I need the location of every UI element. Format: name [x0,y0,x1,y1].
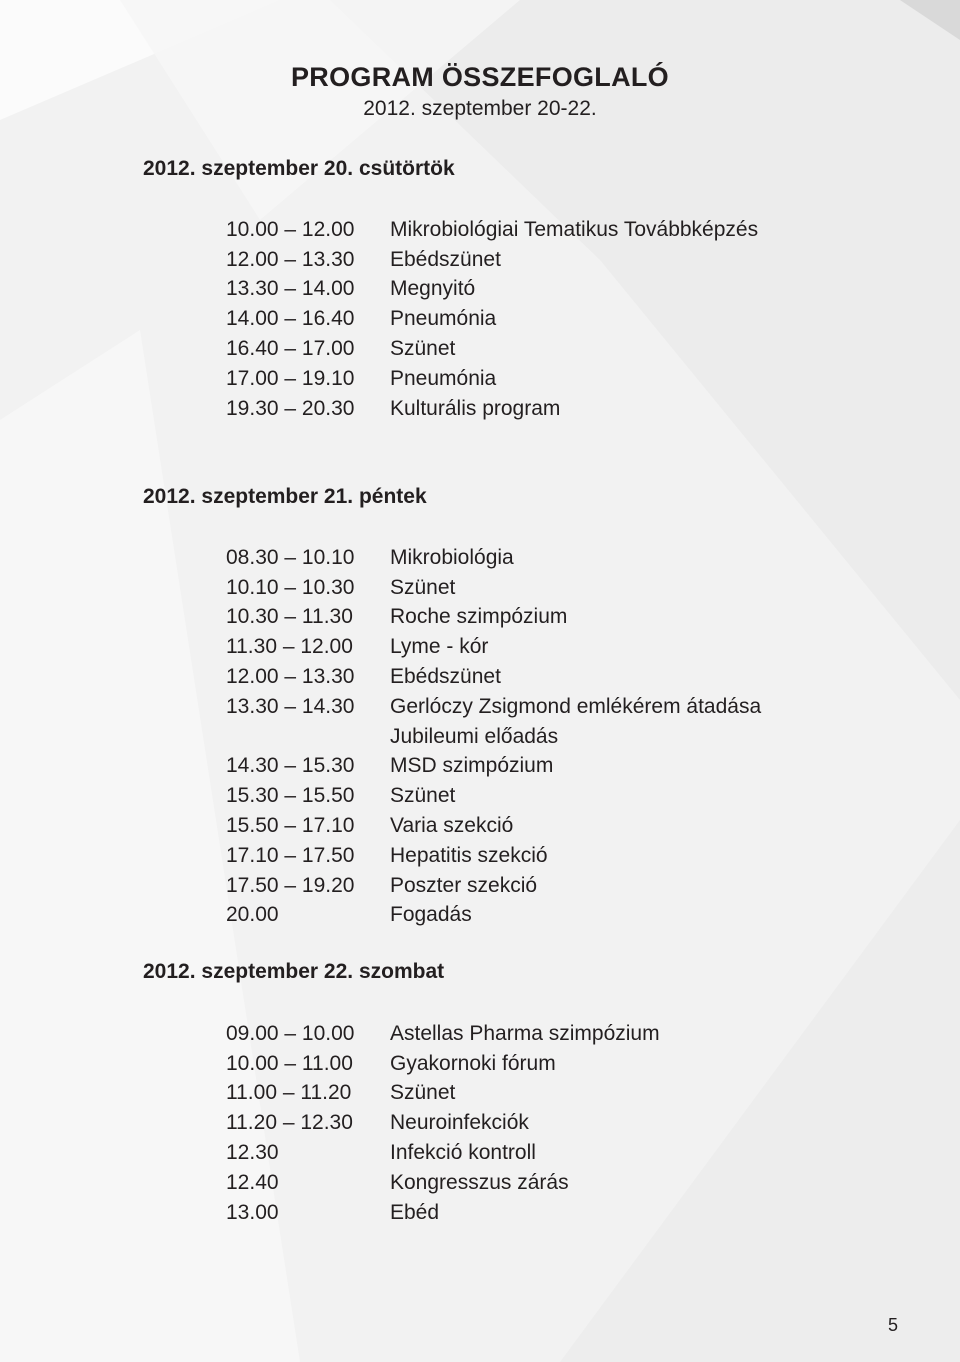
row-time: 10.00 – 11.00 [226,1051,353,1075]
row-time: 12.40 [226,1170,279,1194]
schedule-row [226,871,761,901]
row-time: 10.10 – 10.30 [226,575,355,599]
row-event: Roche szimpózium [390,605,568,629]
day-heading-1: 2012. szeptember 20. csütörtök [143,157,455,180]
row-time: 16.40 – 17.00 [226,337,355,361]
page-title: PROGRAM ÖSSZEFOGLALÓ [290,62,669,92]
row-event: Fogadás [390,903,472,927]
schedule-row [226,1168,660,1198]
row-time: 17.50 – 19.20 [226,873,355,897]
row-event: Mikrobiológiai Tematikus Továbbképzés [390,217,759,241]
schedule-row [226,1079,660,1109]
row-time: 12.00 – 13.30 [226,665,355,689]
row-event: Szünet [390,784,456,808]
schedule-row [226,901,761,931]
row-time: 15.50 – 17.10 [226,814,355,838]
day-heading-2: 2012. szeptember 21. péntek [143,485,427,508]
schedule-row [226,1108,660,1138]
row-event: Lyme - kór [390,635,489,659]
row-event: Kongresszus zárás [390,1170,569,1194]
row-time: 17.00 – 19.10 [226,366,355,390]
schedule-row [226,543,761,573]
schedule-row [226,722,761,752]
schedule-row [226,304,758,334]
row-event: Pneumónia [390,307,497,331]
schedule-row [226,752,761,782]
row-event: Jubileumi előadás [390,724,559,748]
row-time: 10.00 – 12.00 [226,217,355,241]
row-time: 15.30 – 15.50 [226,784,355,808]
row-event: Szünet [390,575,456,599]
row-time: 14.00 – 16.40 [226,307,355,331]
row-time: 11.30 – 12.00 [226,635,353,659]
row-time: 12.00 – 13.30 [226,247,355,271]
row-time: 11.20 – 12.30 [226,1111,353,1135]
row-event: Szünet [390,1081,456,1105]
row-event: Kulturális program [390,396,561,420]
row-time: 08.30 – 10.10 [226,545,355,569]
row-event: Hepatitis szekció [390,843,548,867]
row-event: Gerlóczy Zsigmond emlékérem átadása [390,694,762,718]
schedule-day-2 [226,543,761,930]
schedule-row [226,215,758,245]
row-event: MSD szimpózium [390,754,554,778]
row-event: Neuroinfekciók [390,1111,529,1135]
row-time: 09.00 – 10.00 [226,1021,355,1045]
schedule-row [226,603,761,633]
row-event: Mikrobiológia [390,545,514,569]
schedule-row [226,662,761,692]
schedule-row [226,573,761,603]
row-time: 17.10 – 17.50 [226,843,355,867]
row-event: Megnyitó [390,277,476,301]
schedule-row [226,1198,660,1228]
schedule-row [226,364,758,394]
row-time: 20.00 [226,903,279,927]
schedule-row [226,692,761,722]
schedule-row [226,1049,660,1079]
row-event: Varia szekció [390,814,514,838]
row-time: 10.30 – 11.30 [226,605,353,629]
schedule-row [226,394,758,424]
row-time: 12.30 [226,1141,279,1165]
schedule-day-3 [226,1019,660,1228]
page-number: 5 [887,1315,898,1335]
day-heading-3: 2012. szeptember 22. szombat [143,960,445,983]
schedule-row [226,632,761,662]
row-event: Astellas Pharma szimpózium [390,1021,660,1045]
schedule-row [226,1019,660,1049]
row-event: Ebédszünet [390,665,501,689]
row-time: 13.30 – 14.30 [226,694,355,718]
row-time: 13.30 – 14.00 [226,277,355,301]
schedule-row [226,841,761,871]
schedule-row [226,245,758,275]
schedule-row [226,1138,660,1168]
row-time: 19.30 – 20.30 [226,396,355,420]
row-event: Ebéd [390,1200,440,1224]
schedule-day-1 [226,215,758,424]
schedule-row [226,811,761,841]
row-event: Szünet [390,337,456,361]
row-time: 11.00 – 11.20 [226,1081,352,1105]
row-event: Ebédszünet [390,247,501,271]
row-time: 14.30 – 15.30 [226,754,355,778]
row-event: Poszter szekció [390,873,538,897]
schedule-row [226,781,761,811]
schedule-row [226,334,758,364]
row-time: 13.00 [226,1200,279,1224]
row-event: Pneumónia [390,366,497,390]
row-event: Infekció kontroll [390,1141,536,1165]
schedule-row [226,275,758,305]
row-event: Gyakornoki fórum [390,1051,556,1075]
page-subtitle: 2012. szeptember 20-22. [363,97,597,120]
